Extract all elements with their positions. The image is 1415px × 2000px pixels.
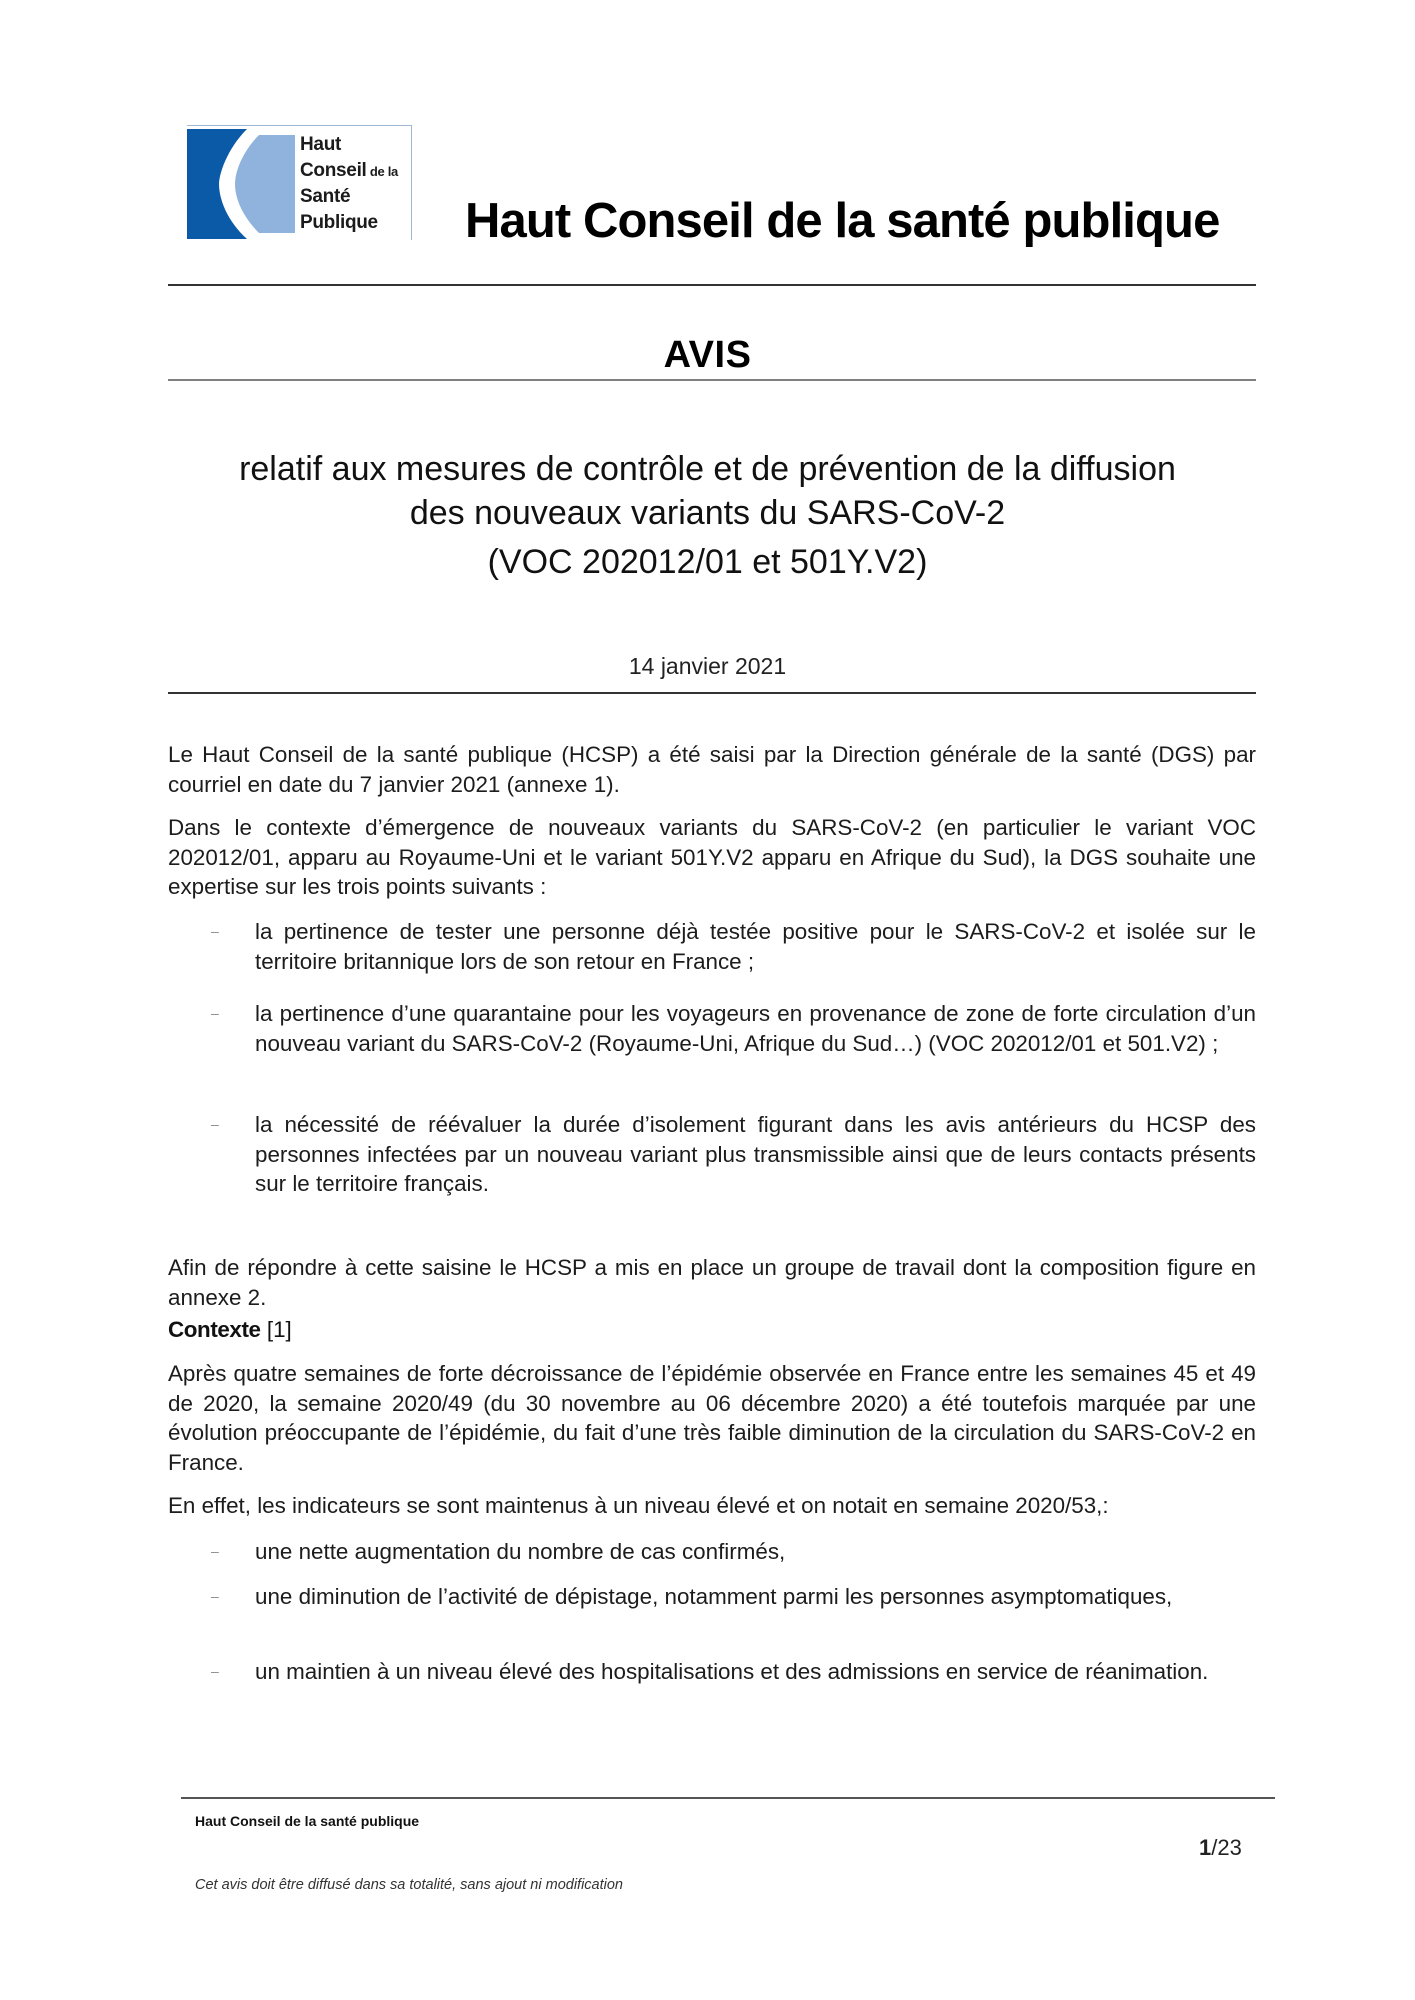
page-current: 1 — [1199, 1835, 1212, 1860]
situation-paragraph: Après quatre semaines de forte décroissance de l’épidémie observée en France entre les semaines 45 et 49 de 2020, la semaine 2020/49 (du 30 novembre au 06 décembre 2020) a été toutefois marquée par une évolution préoccupante de l’épidémie, du fait d’une très faible diminution de la circulation du SARS-CoV-2 en France. — [168, 1361, 1256, 1475]
logo-line-haut: Haut — [300, 134, 342, 155]
logo-word-de-la — [367, 164, 398, 179]
context-paragraph: Dans le contexte d’émergence de nouveaux variants du SARS-CoV-2 (en particulier le variant VOC 202012/01, apparu au Royaume-Uni et le variant 501Y.V2 apparu en Afrique du Sud), la DGS souhaite une expertise sur les trois points suivants : — [168, 815, 1256, 899]
footer-notice: Cet avis doit être diffusé dans sa totalité, sans ajout ni modification — [195, 1877, 623, 1893]
indicator-text: un maintien à un niveau élevé des hospitalisations et des admissions en service de réanimation. — [255, 1659, 1209, 1684]
document-date: 14 janvier 2021 — [628, 653, 787, 679]
indicator-item — [168, 1582, 1256, 1612]
bullet-dash-icon: – — [211, 923, 219, 939]
page-total: /23 — [1211, 1835, 1242, 1860]
bullet-dash-icon: – — [211, 1005, 219, 1021]
document-type-title: AVIS — [663, 334, 752, 376]
hcsp-logo — [187, 125, 412, 240]
title-divider — [168, 379, 1256, 381]
question-text: la pertinence d’une quarantaine pour les voyageurs en provenance de zone de forte circulation d’un nouveau variant du SARS-CoV-2 (Royaume-Uni, Afrique du Sud…) (VOC 202012/01 et 501.V2) ; — [255, 1001, 1256, 1056]
date-divider — [168, 692, 1256, 694]
footer-divider — [181, 1797, 1275, 1799]
section-heading-contexte — [168, 1315, 292, 1345]
logo-word-de-la-text: de la — [369, 163, 398, 179]
header-title: Haut Conseil de la santé publique — [465, 194, 1220, 248]
question-item — [168, 917, 1256, 976]
indicator-item — [168, 1537, 1256, 1567]
subtitle-line-1: relatif aux mesures de contrôle et de prévention de la diffusion — [239, 450, 1176, 488]
logo-wordmark — [300, 132, 398, 235]
page-number — [1199, 1835, 1242, 1861]
logo-line-sante: Santé — [300, 186, 351, 207]
question-text: la nécessité de réévaluer la durée d’isolement figurant dans les avis antérieurs du HCSP des personnes infectées par un nouveau variant plus transmissible ainsi que de leurs contacts présents sur le territoire français. — [255, 1112, 1256, 1196]
question-text: la pertinence de tester une personne déjà testée positive pour le SARS-CoV-2 et isolée sur le territoire britannique lors de son retour en France ; — [255, 919, 1256, 974]
question-item — [168, 1110, 1256, 1199]
indicator-text: une nette augmentation du nombre de cas confirmés, — [255, 1539, 786, 1564]
question-item — [168, 999, 1256, 1058]
logo-crescent-icon — [187, 129, 299, 239]
bullet-dash-icon: – — [211, 1543, 219, 1559]
working-group-paragraph: Afin de répondre à cette saisine le HCSP a mis en place un groupe de travail dont la composition figure en annexe 2. — [168, 1255, 1256, 1310]
bullet-dash-icon: – — [211, 1116, 219, 1132]
logo-line-conseil — [300, 158, 398, 185]
logo-word-conseil: Conseil — [300, 159, 367, 181]
section-heading-reference[interactable]: [1] — [266, 1317, 292, 1342]
subtitle-line-3: (VOC 202012/01 et 501Y.V2) — [487, 543, 928, 581]
footer-organization: Haut Conseil de la santé publique — [195, 1813, 420, 1829]
indicator-text: une diminution de l’activité de dépistage, notamment parmi les personnes asymptomatiques, — [255, 1584, 1173, 1609]
intro-paragraph: Le Haut Conseil de la santé publique (HCSP) a été saisi par la Direction générale de la santé (DGS) par courriel en date du 7 janvier 2021 (annexe 1). — [168, 742, 1256, 797]
bullet-dash-icon: – — [211, 1588, 219, 1604]
indicators-intro: En effet, les indicateurs se sont maintenus à un niveau élevé et on notait en semaine 2020/53,: — [168, 1493, 1109, 1518]
section-heading-title: Contexte — [168, 1317, 261, 1342]
indicator-item — [168, 1657, 1256, 1687]
logo-line-publique: Publique — [300, 211, 378, 233]
bullet-dash-icon: – — [211, 1663, 219, 1679]
subtitle-line-2: des nouveaux variants du SARS-CoV-2 — [409, 494, 1006, 532]
header-divider — [168, 284, 1256, 286]
